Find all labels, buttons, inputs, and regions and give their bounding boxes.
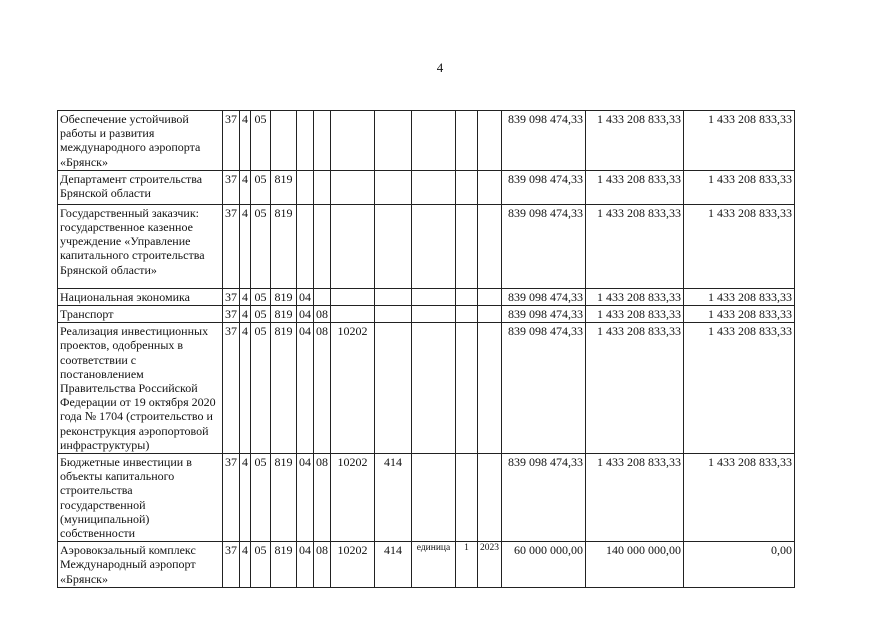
quantity-cell bbox=[456, 306, 478, 323]
code-cell: 08 bbox=[314, 323, 331, 454]
code-cell: 37 bbox=[223, 288, 240, 305]
unit-cell bbox=[412, 170, 456, 204]
code-cell bbox=[375, 111, 412, 171]
code-cell bbox=[331, 288, 375, 305]
table-row bbox=[58, 111, 795, 171]
code-cell: 4 bbox=[240, 542, 251, 588]
code-cell bbox=[314, 288, 331, 305]
table-row bbox=[58, 204, 795, 288]
year-cell bbox=[478, 288, 502, 305]
code-cell bbox=[314, 111, 331, 171]
table-body bbox=[58, 111, 795, 588]
amount-cell-3: 1 433 208 833,33 bbox=[684, 454, 795, 542]
year-cell bbox=[478, 306, 502, 323]
row-name-cell: Бюджетные инвестиции в объекты капитального строительства государственной (муниципальной) собственности bbox=[58, 454, 223, 542]
code-cell: 414 bbox=[375, 454, 412, 542]
code-cell: 4 bbox=[240, 306, 251, 323]
amount-cell-2: 140 000 000,00 bbox=[586, 542, 684, 588]
amount-cell-2: 1 433 208 833,33 bbox=[586, 306, 684, 323]
amount-cell-1: 839 098 474,33 bbox=[502, 323, 586, 454]
quantity-cell bbox=[456, 454, 478, 542]
row-name-cell: Национальная экономика bbox=[58, 288, 223, 305]
unit-cell: единица bbox=[412, 542, 456, 588]
code-cell: 4 bbox=[240, 323, 251, 454]
unit-cell bbox=[412, 288, 456, 305]
budget-table bbox=[57, 110, 795, 588]
code-cell: 04 bbox=[297, 306, 314, 323]
year-cell bbox=[478, 454, 502, 542]
row-name-cell: Реализация инвестиционных проектов, одобренных в соответствии с постановлением Правительства Российской Федерации от 19 октября 2020 года № 1704 (строительство и реконструкция аэропортовой инфраструктуры) bbox=[58, 323, 223, 454]
code-cell: 4 bbox=[240, 288, 251, 305]
year-cell: 2023 bbox=[478, 542, 502, 588]
code-cell: 37 bbox=[223, 170, 240, 204]
code-cell bbox=[331, 306, 375, 323]
code-cell: 05 bbox=[251, 542, 271, 588]
code-cell: 08 bbox=[314, 306, 331, 323]
amount-cell-2: 1 433 208 833,33 bbox=[586, 111, 684, 171]
unit-cell bbox=[412, 454, 456, 542]
code-cell: 04 bbox=[297, 454, 314, 542]
code-cell: 819 bbox=[271, 204, 297, 288]
quantity-cell bbox=[456, 170, 478, 204]
code-cell bbox=[297, 204, 314, 288]
code-cell: 4 bbox=[240, 454, 251, 542]
code-cell bbox=[375, 306, 412, 323]
table-row bbox=[58, 323, 795, 454]
code-cell: 414 bbox=[375, 542, 412, 588]
code-cell: 05 bbox=[251, 170, 271, 204]
code-cell: 04 bbox=[297, 288, 314, 305]
row-name-cell: Департамент строительства Брянской области bbox=[58, 170, 223, 204]
code-cell: 37 bbox=[223, 111, 240, 171]
code-cell: 05 bbox=[251, 454, 271, 542]
code-cell: 4 bbox=[240, 111, 251, 171]
amount-cell-2: 1 433 208 833,33 bbox=[586, 288, 684, 305]
code-cell: 819 bbox=[271, 454, 297, 542]
amount-cell-2: 1 433 208 833,33 bbox=[586, 204, 684, 288]
table-row bbox=[58, 288, 795, 305]
amount-cell-3: 1 433 208 833,33 bbox=[684, 204, 795, 288]
code-cell: 37 bbox=[223, 542, 240, 588]
amount-cell-1: 839 098 474,33 bbox=[502, 288, 586, 305]
code-cell: 04 bbox=[297, 323, 314, 454]
code-cell: 10202 bbox=[331, 323, 375, 454]
code-cell bbox=[331, 111, 375, 171]
code-cell: 10202 bbox=[331, 454, 375, 542]
year-cell bbox=[478, 323, 502, 454]
row-name-cell: Государственный заказчик: государственное казенное учреждение «Управление капитального строительства Брянской области» bbox=[58, 204, 223, 288]
amount-cell-3: 1 433 208 833,33 bbox=[684, 170, 795, 204]
code-cell: 05 bbox=[251, 323, 271, 454]
code-cell: 4 bbox=[240, 204, 251, 288]
quantity-cell: 1 bbox=[456, 542, 478, 588]
row-name-cell: Транспорт bbox=[58, 306, 223, 323]
code-cell: 08 bbox=[314, 454, 331, 542]
row-name-cell: Обеспечение устойчивой работы и развития международного аэропорта «Брянск» bbox=[58, 111, 223, 171]
quantity-cell bbox=[456, 204, 478, 288]
amount-cell-1: 60 000 000,00 bbox=[502, 542, 586, 588]
code-cell: 37 bbox=[223, 306, 240, 323]
code-cell: 819 bbox=[271, 306, 297, 323]
page-number: 4 bbox=[436, 60, 444, 75]
unit-cell bbox=[412, 111, 456, 171]
code-cell bbox=[331, 170, 375, 204]
code-cell: 37 bbox=[223, 204, 240, 288]
table-row bbox=[58, 306, 795, 323]
code-cell bbox=[297, 111, 314, 171]
code-cell: 05 bbox=[251, 288, 271, 305]
code-cell: 37 bbox=[223, 323, 240, 454]
unit-cell bbox=[412, 306, 456, 323]
amount-cell-3: 0,00 bbox=[684, 542, 795, 588]
amount-cell-1: 839 098 474,33 bbox=[502, 454, 586, 542]
amount-cell-2: 1 433 208 833,33 bbox=[586, 323, 684, 454]
amount-cell-1: 839 098 474,33 bbox=[502, 306, 586, 323]
code-cell: 05 bbox=[251, 204, 271, 288]
amount-cell-2: 1 433 208 833,33 bbox=[586, 170, 684, 204]
code-cell: 819 bbox=[271, 170, 297, 204]
code-cell bbox=[297, 170, 314, 204]
table-row bbox=[58, 454, 795, 542]
quantity-cell bbox=[456, 323, 478, 454]
code-cell bbox=[375, 170, 412, 204]
code-cell bbox=[314, 170, 331, 204]
quantity-cell bbox=[456, 111, 478, 171]
code-cell bbox=[375, 204, 412, 288]
code-cell: 08 bbox=[314, 542, 331, 588]
code-cell bbox=[314, 204, 331, 288]
code-cell bbox=[331, 204, 375, 288]
quantity-cell bbox=[456, 288, 478, 305]
code-cell: 819 bbox=[271, 542, 297, 588]
amount-cell-3: 1 433 208 833,33 bbox=[684, 111, 795, 171]
amount-cell-3: 1 433 208 833,33 bbox=[684, 323, 795, 454]
code-cell: 819 bbox=[271, 288, 297, 305]
unit-cell bbox=[412, 323, 456, 454]
code-cell bbox=[271, 111, 297, 171]
code-cell bbox=[375, 323, 412, 454]
code-cell: 4 bbox=[240, 170, 251, 204]
amount-cell-1: 839 098 474,33 bbox=[502, 204, 586, 288]
year-cell bbox=[478, 204, 502, 288]
code-cell: 819 bbox=[271, 323, 297, 454]
amount-cell-2: 1 433 208 833,33 bbox=[586, 454, 684, 542]
year-cell bbox=[478, 111, 502, 171]
code-cell: 37 bbox=[223, 454, 240, 542]
table-row bbox=[58, 170, 795, 204]
amount-cell-3: 1 433 208 833,33 bbox=[684, 306, 795, 323]
unit-cell bbox=[412, 204, 456, 288]
code-cell bbox=[375, 288, 412, 305]
row-name-cell: Аэровокзальный комплекс Международный аэропорт «Брянск» bbox=[58, 542, 223, 588]
table-row bbox=[58, 542, 795, 588]
amount-cell-3: 1 433 208 833,33 bbox=[684, 288, 795, 305]
code-cell: 05 bbox=[251, 306, 271, 323]
code-cell: 05 bbox=[251, 111, 271, 171]
year-cell bbox=[478, 170, 502, 204]
amount-cell-1: 839 098 474,33 bbox=[502, 170, 586, 204]
amount-cell-1: 839 098 474,33 bbox=[502, 111, 586, 171]
code-cell: 04 bbox=[297, 542, 314, 588]
code-cell: 10202 bbox=[331, 542, 375, 588]
